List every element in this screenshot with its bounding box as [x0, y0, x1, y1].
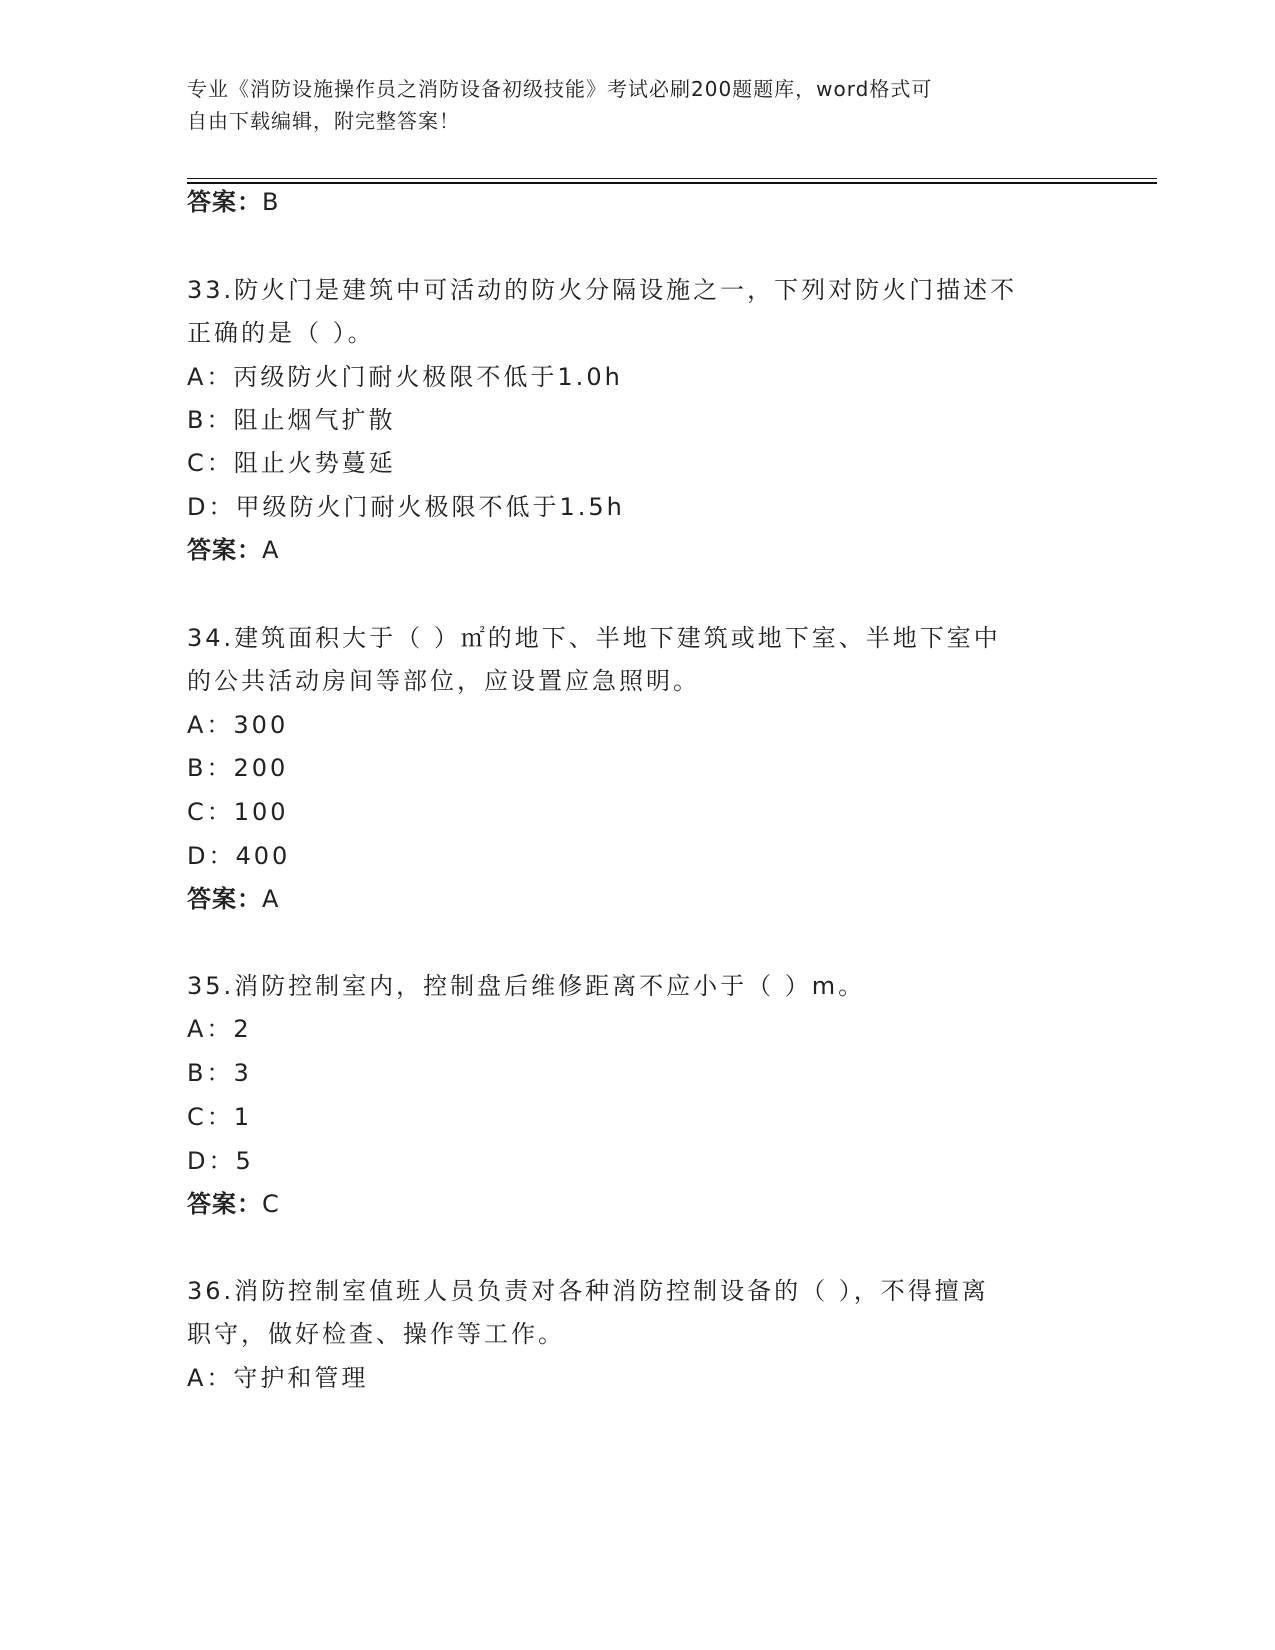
question-34-option-a: A：300 [187, 711, 289, 739]
question-35-stem-line-1: 35.消防控制室内，控制盘后维修距离不应小于（ ）m。 [187, 972, 866, 1000]
header-line-2: 自由下载编辑，附完整答案！ [187, 109, 460, 133]
question-33-option-c: C：阻止火势蔓延 [187, 449, 396, 477]
question-33-option-b: B：阻止烟气扩散 [187, 406, 396, 434]
answer-label: 答案： [187, 188, 262, 216]
question-34-stem-line-2: 的公共活动房间等部位，应设置应急照明。 [187, 667, 700, 695]
answer-value: C [262, 1190, 280, 1218]
answer-value: A [262, 885, 280, 913]
header-divider-thin [187, 178, 1157, 179]
question-33-option-a: A：丙级防火门耐火极限不低于1.0h [187, 363, 623, 391]
previous-answer [187, 184, 279, 220]
answer-value: B [262, 188, 280, 216]
header-line-1: 专业《消防设施操作员之消防设备初级技能》考试必刷200题题库，word格式可 [187, 77, 933, 101]
question-34-answer [187, 881, 279, 917]
question-34-option-d: D：400 [187, 842, 291, 870]
question-33-answer [187, 532, 279, 568]
question-33-option-d: D：甲级防火门耐火极限不低于1.5h [187, 493, 625, 521]
question-34-option-b: B：200 [187, 754, 289, 782]
question-35-answer [187, 1186, 280, 1222]
question-33-stem-line-2: 正确的是（ ）。 [187, 319, 375, 347]
answer-label: 答案： [187, 1190, 262, 1218]
question-34-option-c: C：100 [187, 798, 289, 826]
question-36-stem-line-2: 职守，做好检查、操作等工作。 [187, 1320, 565, 1348]
answer-value: A [262, 536, 280, 564]
question-36-option-a: A：守护和管理 [187, 1364, 369, 1392]
question-33-stem-line-1: 33.防火门是建筑中可活动的防火分隔设施之一，下列对防火门描述不 [187, 276, 1018, 304]
header-divider-thick [187, 182, 1157, 184]
page-header [187, 73, 1067, 137]
question-35-option-c: C：1 [187, 1103, 253, 1131]
answer-label: 答案： [187, 885, 262, 913]
answer-label: 答案： [187, 536, 262, 564]
question-35-option-d: D：5 [187, 1147, 254, 1175]
question-35-option-a: A：2 [187, 1015, 252, 1043]
question-35-option-b: B：3 [187, 1059, 252, 1087]
question-36-stem-line-1: 36.消防控制室值班人员负责对各种消防控制设备的（ ），不得擅离 [187, 1277, 989, 1305]
question-34-stem-line-1: 34.建筑面积大于（ ）㎡的地下、半地下建筑或地下室、半地下室中 [187, 624, 1001, 652]
